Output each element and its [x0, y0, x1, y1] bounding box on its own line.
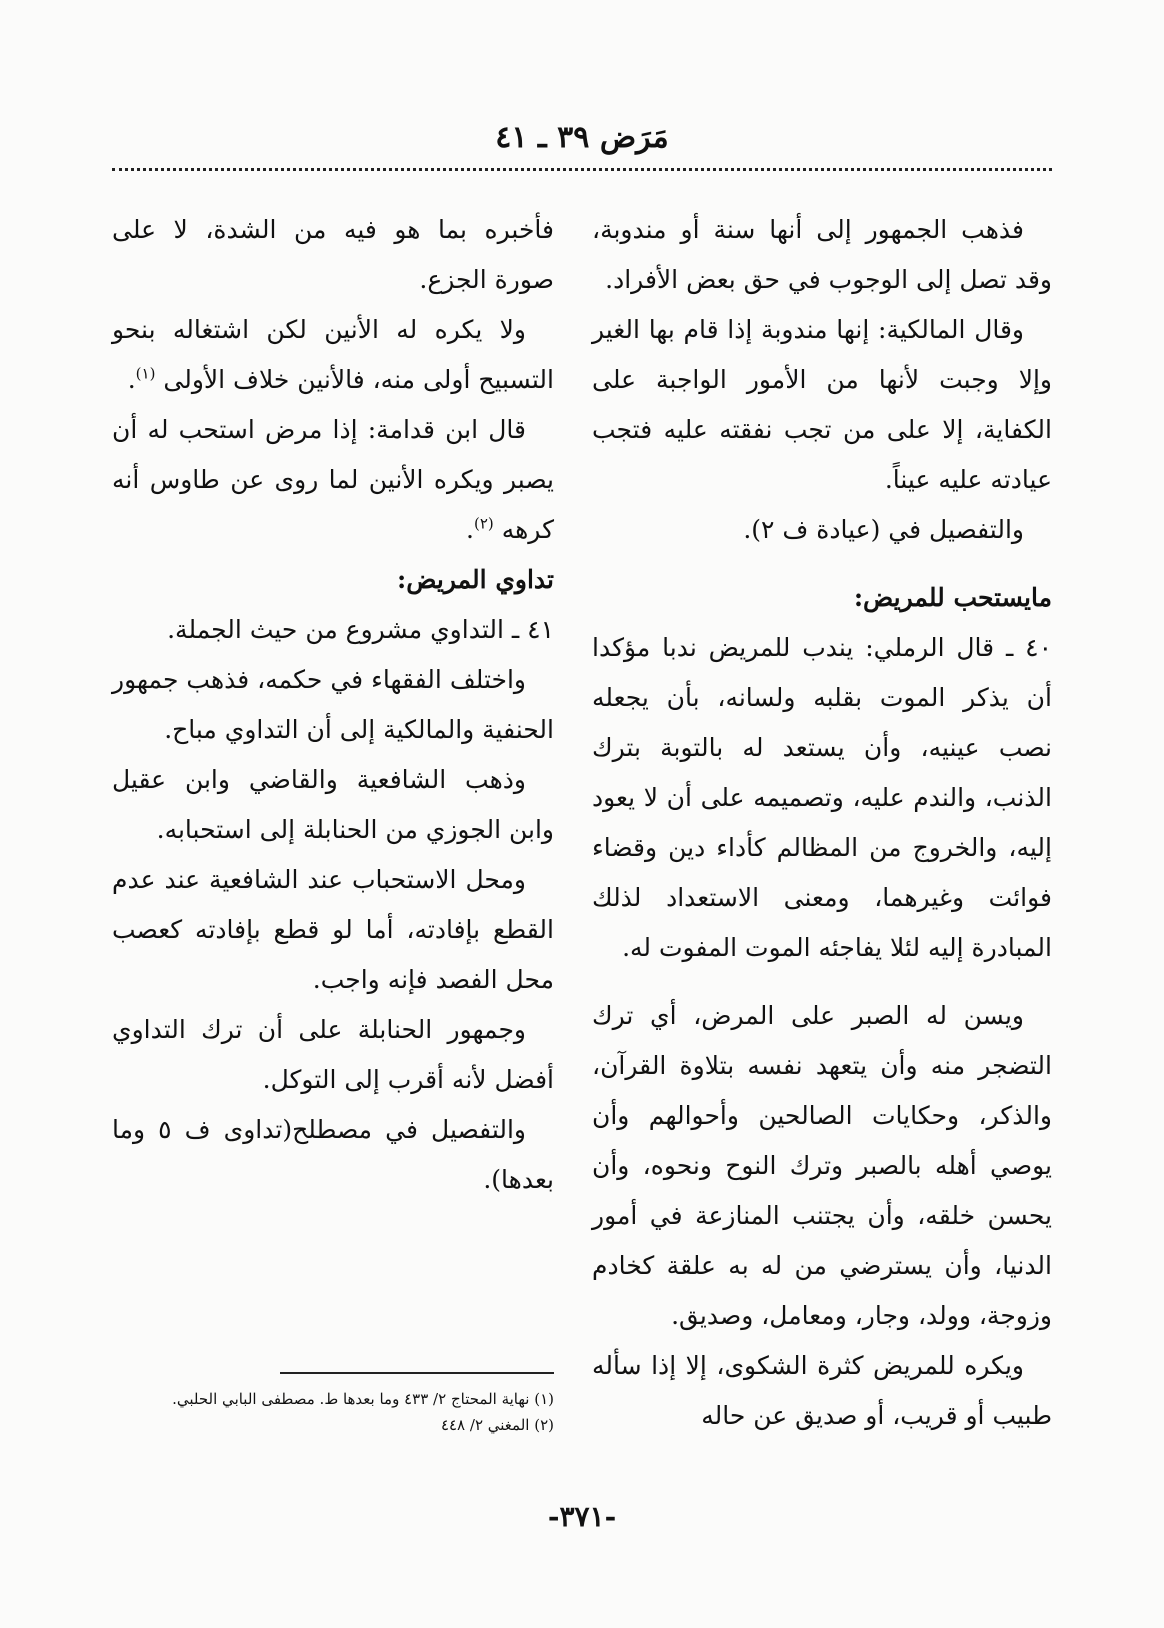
section-heading: مايستحب للمريض: — [853, 583, 1052, 612]
footnote: (٢) المغني ٢/ ٤٤٨ — [440, 1416, 554, 1434]
footnotes — [112, 1386, 554, 1438]
paragraph: والتفصيل في (عيادة ف ٢). — [743, 515, 1024, 544]
paragraph — [112, 405, 554, 555]
footnote-ref-1: (١) — [135, 364, 156, 383]
paragraph: فذهب الجمهور إلى أنها سنة أو مندوبة، وقد تصل إلى الوجوب في حق بعض الأفراد. — [592, 215, 1052, 294]
right-column — [592, 205, 1052, 1441]
paragraph: ويكره للمريض كثرة الشكوى، إلا إذا سأله طبيب أو قريب، أو صديق عن حاله — [592, 1351, 1052, 1430]
footnote: (١) نهاية المحتاج ٢/ ٤٣٣ وما بعدها ط. مصطفى البابي الحلبي. — [172, 1390, 554, 1408]
paragraph: ويسن له الصبر على المرض، أي ترك التضجر منه وأن يتعهد نفسه بتلاوة القرآن، والذكر، وحكايات الصالحين وأحوالهم وأن يوصي أهله بالصبر وترك النوح ونحوه، وأن يحسن خلقه، وأن يجتنب المنازعة في أمور الدنيا، وأن يسترضي من له به علقة كخادم وزوجة، وولد، وجار، ومعامل، وصديق. — [592, 1001, 1052, 1330]
left-column — [112, 205, 554, 1205]
footnote-rule — [280, 1372, 554, 1374]
paragraph-text: قال ابن قدامة: إذا مرض استحب له أن يصبر ويكره الأنين لما روى عن طاوس أنه كرهه — [112, 415, 554, 544]
page-number: -٣٧١- — [547, 1500, 617, 1533]
paragraph: وقال المالكية: إنها مندوبة إذا قام بها الغير وإلا وجبت لأنها من الأمور الواجبة على الكفاية، إلا على من تجب نفقته عليه فتجب عيادته عليه عيناً. — [592, 315, 1052, 494]
header-dotted-divider — [112, 168, 1052, 171]
paragraph: ٤١ ـ التداوي مشروع من حيث الجملة. — [167, 615, 554, 644]
paragraph: والتفصيل في مصطلح(تداوى ف ٥ وما بعدها). — [112, 1115, 554, 1194]
paragraph-text: ولا يكره له الأنين لكن اشتغاله بنحو التسبيح أولى منه، فالأنين خلاف الأولى — [112, 315, 554, 394]
paragraph: فأخبره بما هو فيه من الشدة، لا على صورة الجزع. — [112, 215, 554, 294]
page-header-title: مَرَض ٣٩ ـ ٤١ — [495, 120, 669, 155]
paragraph: واختلف الفقهاء في حكمه، فذهب جمهور الحنفية والمالكية إلى أن التداوي مباح. — [112, 665, 554, 744]
section-heading: تداوي المريض: — [397, 565, 554, 594]
paragraph: ومحل الاستحباب عند الشافعية عند عدم القطع بإفادته، أما لو قطع بإفادته كعصب محل الفصد فإنه واجب. — [112, 865, 554, 994]
punctuation: . — [466, 515, 474, 544]
footnote-ref-2: (٢) — [473, 514, 494, 533]
punctuation: . — [127, 365, 136, 394]
paragraph: ٤٠ ـ قال الرملي: يندب للمريض ندبا مؤكدا أن يذكر الموت بقلبه ولسانه، بأن يجعله نصب عينيه، وأن يستعد له بالتوبة بترك الذنب، والندم عليه، وتصميمه على أن لا يعود إليه، والخروج من المظالم كأداء دين وقضاء فوائت وغيرهما، ومعنى الاستعداد لذلك المبادرة إليه لئلا يفاجئه الموت المفوت له. — [592, 633, 1052, 962]
paragraph — [112, 305, 554, 405]
paragraph: وجمهور الحنابلة على أن ترك التداوي أفضل لأنه أقرب إلى التوكل. — [112, 1015, 554, 1094]
paragraph: وذهب الشافعية والقاضي وابن عقيل وابن الجوزي من الحنابلة إلى استحبابه. — [112, 765, 554, 844]
